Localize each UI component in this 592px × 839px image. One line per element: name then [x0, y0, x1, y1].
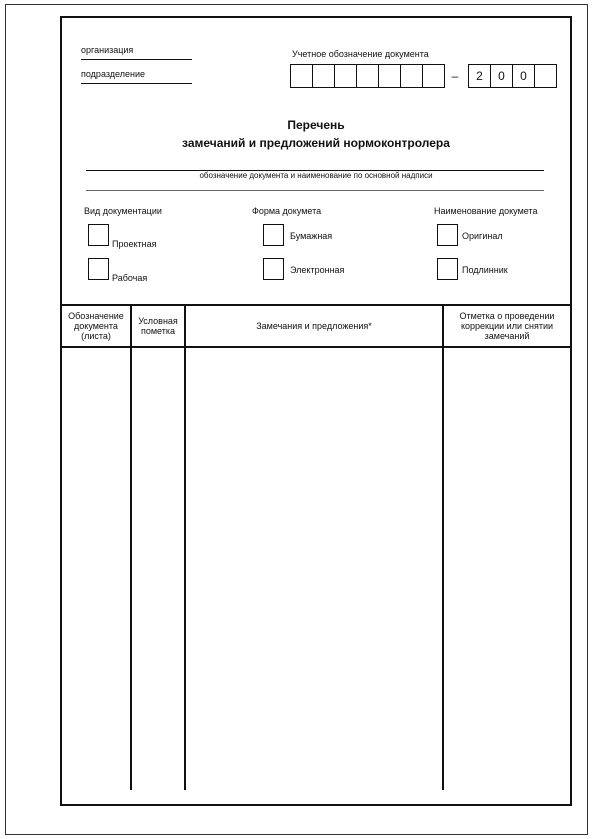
checkbox-paper[interactable] — [263, 224, 284, 246]
checkbox-original[interactable] — [437, 224, 458, 246]
account-code-box[interactable] — [290, 64, 313, 88]
column-divider — [442, 306, 444, 790]
column-header-designation: Обозначение документа (листа) — [68, 311, 124, 341]
checkbox-original-label: Оригинал — [462, 231, 503, 241]
designation-line-lower — [86, 190, 544, 191]
account-code-box[interactable] — [334, 64, 357, 88]
checkbox-authentic[interactable] — [437, 258, 458, 280]
account-code-box[interactable] — [312, 64, 335, 88]
organization-field — [81, 45, 192, 60]
remarks-table — [62, 304, 570, 790]
group-heading-document-form: Форма докумета — [252, 206, 322, 216]
column-header-correction: Отметка о проведении коррекции или снятии замечаний — [459, 311, 555, 341]
organization-label: организация — [81, 45, 134, 55]
account-suffix-box[interactable]: 0 — [490, 64, 513, 88]
organization-underline — [81, 59, 192, 60]
department-underline — [81, 83, 192, 84]
form-subtitle: замечаний и предложений нормоконтролера — [182, 136, 450, 150]
table-header-divider — [62, 346, 570, 348]
column-divider — [130, 306, 132, 790]
account-code-box[interactable] — [422, 64, 445, 88]
account-suffix-box[interactable]: 2 — [468, 64, 491, 88]
department-label: подразделение — [81, 69, 145, 79]
account-suffix-box[interactable] — [534, 64, 557, 88]
group-heading-documentation-type: Вид документации — [84, 206, 162, 216]
column-header-remarks: Замечания и предложения* — [256, 321, 372, 331]
designation-caption: обозначение документа и наименование по основной надписи — [199, 171, 433, 180]
checkbox-working-label: Рабочая — [112, 273, 148, 283]
checkbox-working[interactable] — [88, 258, 109, 280]
checkbox-authentic-label: Подлинник — [462, 265, 508, 275]
group-heading-document-name: Наименование докумета — [434, 206, 538, 216]
account-designation-label: Учетное обозначение документа — [292, 49, 429, 59]
account-designation-boxes — [290, 64, 556, 88]
checkbox-design[interactable] — [88, 224, 109, 246]
form-title: Перечень — [287, 118, 345, 132]
checkbox-electronic-label: Электронная — [290, 265, 345, 275]
checkbox-electronic[interactable] — [263, 258, 284, 280]
account-dash: – — [451, 69, 459, 83]
account-code-box[interactable] — [356, 64, 379, 88]
form-frame — [60, 16, 572, 806]
account-code-box[interactable] — [378, 64, 401, 88]
column-divider — [184, 306, 186, 790]
department-field — [81, 69, 192, 84]
account-suffix-box[interactable]: 0 — [512, 64, 535, 88]
checkbox-paper-label: Бумажная — [290, 231, 333, 241]
column-header-mark: Условная пометка — [138, 316, 178, 336]
checkbox-design-label: Проектная — [112, 239, 157, 249]
account-code-box[interactable] — [400, 64, 423, 88]
